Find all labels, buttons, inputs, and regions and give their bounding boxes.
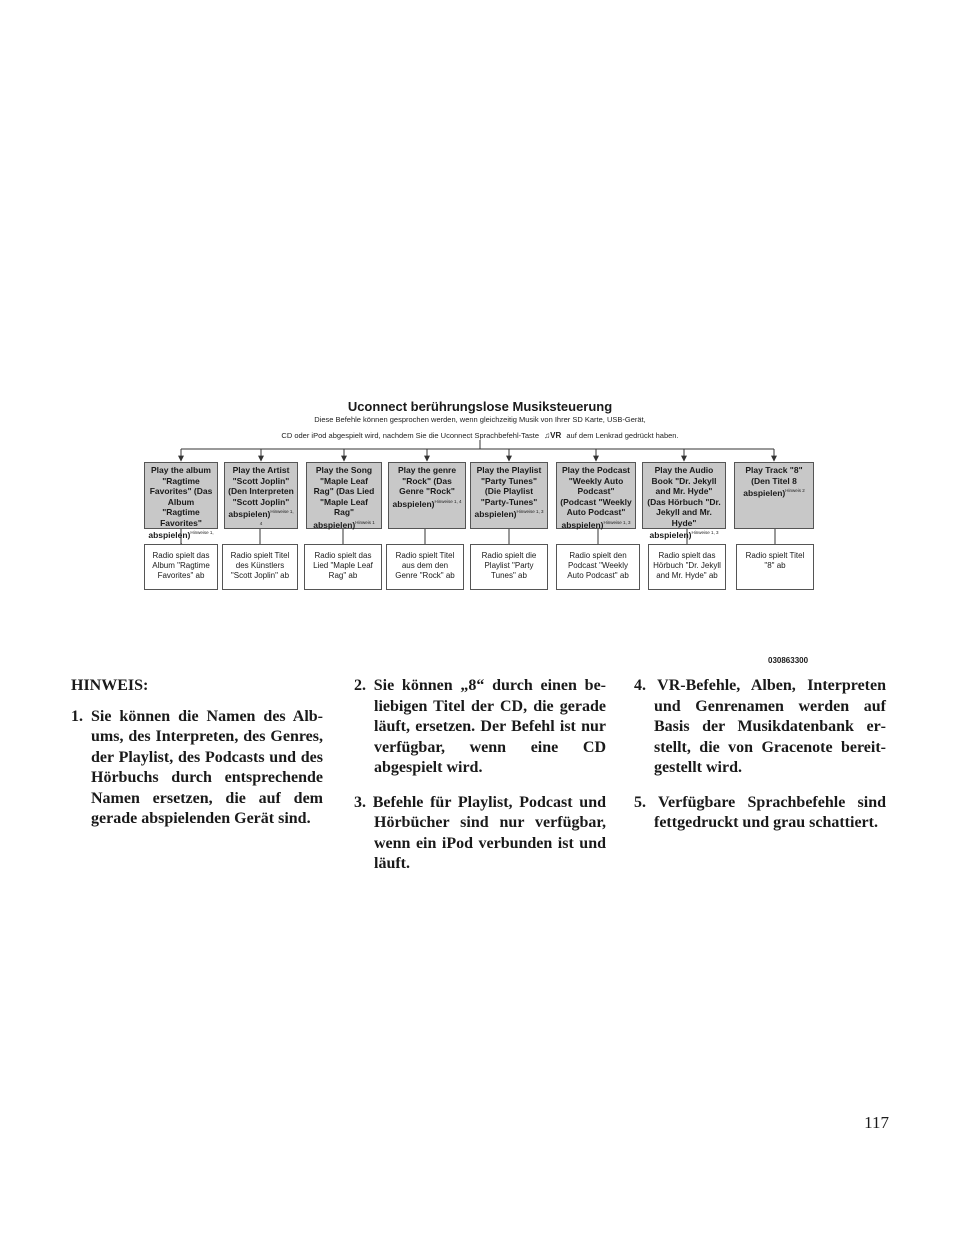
- command-box: [388, 462, 466, 529]
- command-box: [556, 462, 636, 529]
- result-box: Radio spielt Titel "8" ab: [736, 544, 814, 590]
- command-text: Play the Artist "Scott Joplin" (Den Interpreten "Scott Joplin" abspielen): [228, 465, 294, 519]
- command-text: Play the Podcast "Weekly Auto Podcast" (Podcast "Weekly Auto Podcast" abspielen): [560, 465, 632, 530]
- command-box: [734, 462, 814, 529]
- command-text: Play the genre "Rock" (Das Genre "Rock" abspielen): [392, 465, 457, 509]
- subtitle-text-before: CD oder iPod abgespielt wird, nachdem Sie die Uconnect Sprachbefehl-Taste: [281, 431, 540, 440]
- command-text: Play Track "8" (Den Titel 8 abspielen): [743, 465, 803, 498]
- note-4: 4. VR-Befehle, Alben, Interpreten und Genrenamen werden auf Basis der Musikdatenbank erstellt, die von Gracenote bereitgestellt wird.: [634, 677, 886, 776]
- result-box: Radio spielt den Podcast "Weekly Auto Podcast" ab: [556, 544, 640, 590]
- command-text: Play the Playlist "Party Tunes" (Die Playlist "Party-Tunes" abspielen): [474, 465, 542, 519]
- page-number: 117: [864, 1113, 889, 1132]
- command-box: [144, 462, 218, 540]
- result-box: Radio spielt das Lied "Maple Leaf Rag" ab: [304, 544, 382, 590]
- hinweis-heading: HINWEIS:: [71, 677, 149, 694]
- result-box: Radio spielt das Album "Ragtime Favorites" ab: [144, 544, 218, 590]
- note-3: 3. Befehle für Playlist, Podcast und Hörbücher sind nur verfügbar, wenn ein iPod verbunden ist und läuft.: [354, 793, 606, 872]
- command-box: [224, 462, 298, 529]
- command-note: Hinweise 1, 3: [516, 509, 544, 514]
- command-box: [470, 462, 548, 529]
- text-column-2: [354, 676, 606, 889]
- note-5: 5. Verfügbare Sprachbefehle sind fettgedruckt und grau schattiert.: [634, 793, 886, 831]
- note-2: 2. Sie können „8“ durch einen beliebigen Titel der CD, die gerade läuft, ersetzen. Der Befehl ist nur verfügbar, wenn eine CD abgespielt wird.: [354, 677, 606, 776]
- command-note: Hinweise 1, 4: [434, 498, 462, 504]
- command-note: Hinweise 1, 4: [259, 509, 294, 527]
- diagram-subtitle-line1: Diese Befehle können gesprochen werden, wenn gleichzeitig Musik von Ihrer SD Karte, USB-Gerät,: [314, 415, 646, 424]
- command-note: Hinweise 1, 3: [691, 530, 719, 535]
- diagram-title: Uconnect berührungslose Musiksteuerung: [347, 399, 613, 414]
- diagram-subtitle-line2: [0, 431, 960, 440]
- diagram-code: 030863300: [768, 656, 809, 665]
- command-note: Hinweis 1: [355, 519, 375, 525]
- subtitle-text-after: auf dem Lenkrad gedrückt haben.: [566, 431, 679, 440]
- command-note: Hinweis 2: [785, 488, 805, 493]
- command-text: Play the album "Ragtime Favorites" (Das Album "Ragtime Favorites" abspielen): [148, 465, 213, 540]
- text-column-3: [634, 676, 886, 848]
- command-text: Play the Audio Book "Dr. Jekyll and Mr. Hyde" (Das Hörbuch "Dr. Jekyll and Mr. Hyde" abspielen): [647, 465, 721, 540]
- voice-recognition-icon: ♫VR: [544, 431, 562, 440]
- note-1: 1. Sie können die Namen des Albums, des Interpreten, des Genres, der Playlist, des Podcasts und des Hörbuchs durch entsprechende Namen ersetzen, die auf dem gerade abspielenden Gerät sind.: [71, 707, 323, 827]
- text-column-1: [71, 676, 323, 844]
- command-box: [642, 462, 726, 540]
- result-box: Radio spielt Titel aus dem den Genre "Rock" ab: [386, 544, 464, 590]
- vr-label: VR: [550, 431, 562, 440]
- result-box: Radio spielt Titel des Künstlers "Scott Joplin" ab: [222, 544, 298, 590]
- result-box: Radio spielt das Hörbuch "Dr. Jekyll and Mr. Hyde" ab: [648, 544, 726, 590]
- command-box: [306, 462, 382, 529]
- result-box: Radio spielt die Playlist "Party Tunes" ab: [470, 544, 548, 590]
- command-note: Hinweise 1,: [190, 530, 214, 535]
- command-text: Play the Song "Maple Leaf Rag" (Das Lied "Maple Leaf Rag" abspielen): [313, 465, 375, 530]
- command-note: Hinweise 1, 3: [603, 519, 631, 525]
